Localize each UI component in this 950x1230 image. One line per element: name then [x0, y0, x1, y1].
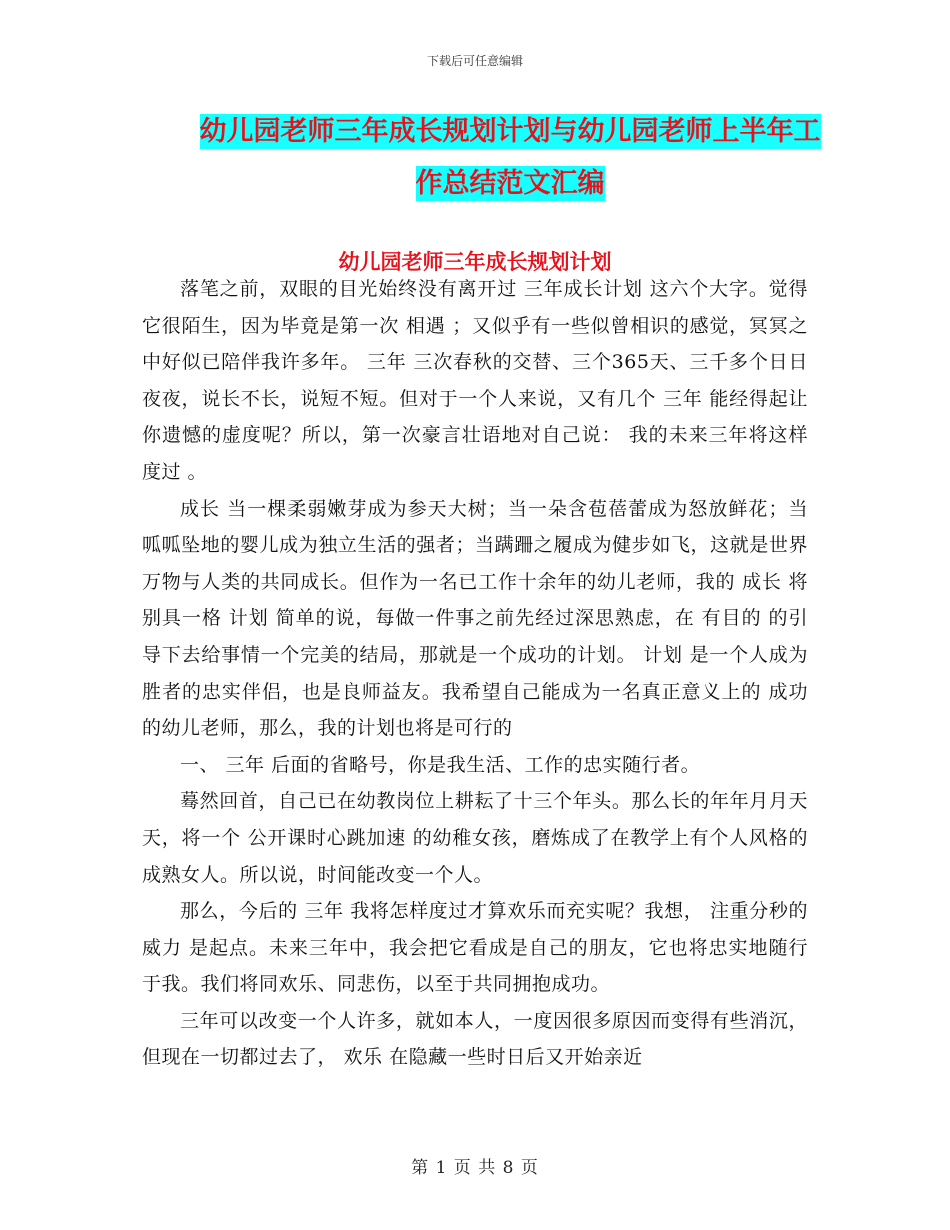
paragraph: 那么，今后的 三年 我将怎样度过才算欢乐而充实呢？我想， 注重分秒的威力 是起点。未来三年中，我会把它看成是自己的朋友，它也将忠实地随行于我。我们将同欢乐、同悲伤，以至于共同拥抱成功。: [142, 900, 808, 996]
document-title-text: 幼儿园老师三年成长规划计划与幼儿园老师上半年工作总结范文汇编: [199, 116, 821, 199]
paragraph: 落笔之前，双眼的目光始终没有离开过 三年成长计划 这六个大字。觉得它很陌生，因为毕竟是第一次 相遇 ；又似乎有一些似曾相识的感觉，冥冥之中好似已陪伴我许多年。 三年 三次春秋的交替、三个365天、三千多个日日夜夜，说长不长，说短不短。但对于一个人来说，又有几个 三年 能经得起让你遗憾的虚度呢？所以，第一次豪言壮语地对自己说： 我的未来三年将这样度过 。: [142, 278, 808, 483]
document-title: [190, 106, 830, 210]
paragraph: 成长 当一棵柔弱嫩芽成为参天大树；当一朵含苞蓓蕾成为怒放鲜花；当呱呱坠地的婴儿成为独立生活的强者；当蹒跚之履成为健步如飞，这就是世界万物与人类的共同成长。但作为一名已工作十余年的幼儿老师，我的 成长 将别具一格 计划 简单的说，每做一件事之前先经过深思熟虑，在 有目的 的引导下去给事情一个完美的结局，那就是一个成功的计划。 计划 是一个人成为胜者的忠实伴侣，也是良师益友。我希望自己能成为一名真正意义上的 成功 的幼儿老师，那么，我的计划也将是可行的: [142, 497, 808, 740]
paragraph: 三年可以改变一个人许多，就如本人，一度因很多原因而变得有些消沉，但现在一切都过去了， 欢乐 在隐藏一些时日后又开始亲近: [142, 1009, 808, 1069]
header-note: 下载后可任意编辑: [426, 54, 523, 68]
paragraph: 蓦然回首，自己已在幼教岗位上耕耘了十三个年头。那么长的年年月月天天，将一个 公开课时心跳加速 的幼稚女孩，磨炼成了在教学上有个人风格的成熟女人。所以说，时间能改变一个人。: [142, 790, 808, 886]
document-body: [142, 271, 808, 1076]
paragraph: 一、 三年 后面的省略号，你是我生活、工作的忠实随行者。: [180, 753, 701, 776]
section-title: 幼儿园老师三年成长规划计划: [338, 250, 612, 274]
page-footer: 第 1 页 共 8 页: [411, 1158, 539, 1178]
